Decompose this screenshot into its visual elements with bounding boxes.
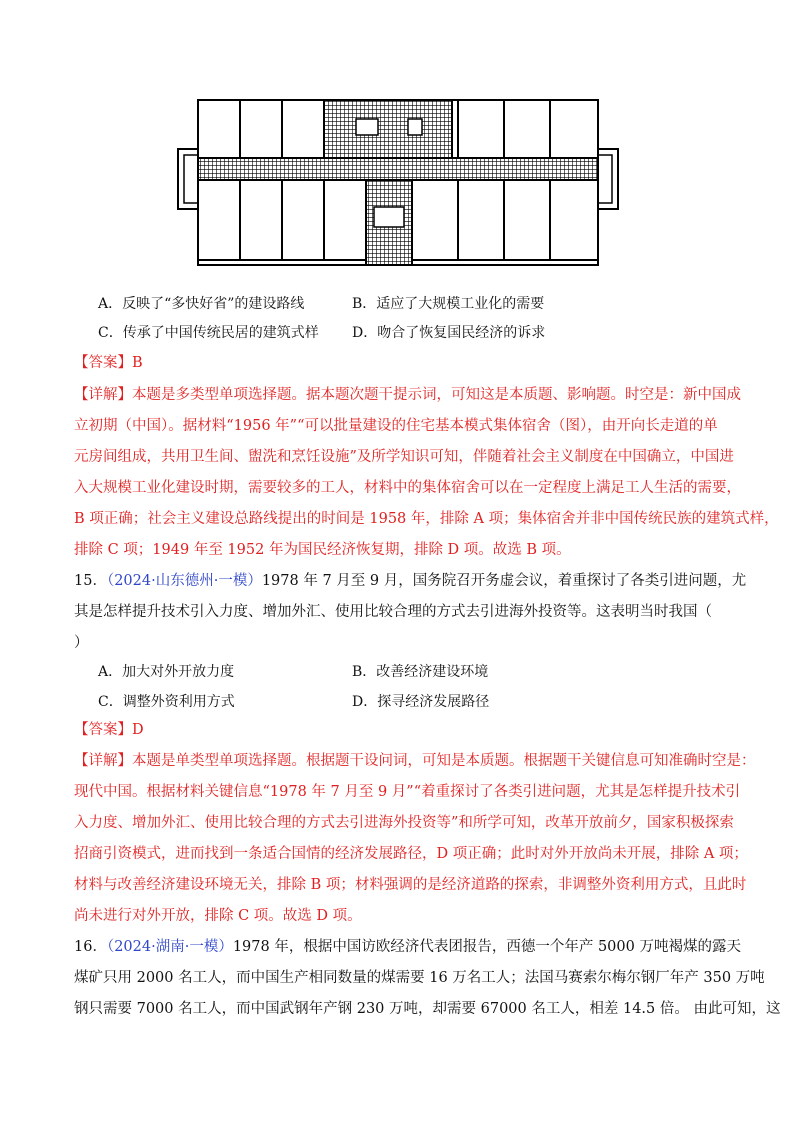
q15-detail-line-3: 入力度、增加外汇、使用比较合理的方式去引进海外投资等”和所学可知，改革开放前夕，国家积极探索 xyxy=(74,815,734,831)
q14-detail-line-5: B 项正确；社会主义建设总路线提出的时间是 1958 年，排除 A 项；集体宿舍并非中国传统民族的建筑式样， xyxy=(74,511,779,527)
q14-detail-line-4: 入大规模工业化建设时期，需要较多的工人，材料中的集体宿舍可以在一定程度上满足工人生活的需要， xyxy=(74,480,741,496)
q16-stem-line-2: 煤矿只用 2000 名工人，而中国生产相同数量的煤需要 16 万名工人；法国马赛索尔梅尔钢厂年产 350 万吨 xyxy=(74,970,765,986)
q15-stem-line-2: 其是怎样提升技术引入力度、增加外汇、使用比较合理的方式去引进海外投资等。这表明当时我国（ xyxy=(74,604,712,620)
question-source: （2024·湖南·一模） xyxy=(106,939,233,955)
answer-value: B xyxy=(132,355,143,371)
question-number: 16． xyxy=(74,939,107,955)
q14-detail-line-2: 立初期（中国）。据材料“1956 年”“可以批量建设的住宅基本模式集体宿舍（图），由开向长走道的单 xyxy=(74,418,718,434)
q14-option-d: D．吻合了恢复国民经济的诉求 xyxy=(352,325,546,341)
detail-label: 【详解】 xyxy=(74,753,132,769)
q15-detail-line-5: 材料与改善经济建设环境无关，排除 B 项；材料强调的是经济道路的探索，非调整外资利用方式，且此时 xyxy=(74,877,747,893)
q14-option-a: A．反映了“多快好省”的建设路线 xyxy=(98,296,305,312)
q15-answer xyxy=(74,720,144,740)
q15-stem-line-1 xyxy=(74,571,746,591)
q14-detail-line-3: 元房间组成，共用卫生间、盥洗和烹饪设施”及所学知识可知，伴随着社会主义制度在中国确立，中国进 xyxy=(74,449,734,465)
q14-detail-line-1 xyxy=(74,385,741,405)
stem-text: 1978 年，根据中国访欧经济代表团报告，西德一个年产 5000 万吨褐煤的露天 xyxy=(232,939,741,955)
q15-option-d: D．探寻经济发展路径 xyxy=(352,694,490,710)
q14-option-c: C．传承了中国传统民居的建筑式样 xyxy=(98,325,319,341)
answer-label: 【答案】 xyxy=(74,355,132,371)
detail-text: 本题是单类型单项选择题。根据题干设问词，可知是本质题。根据题干关键信息可知准确时空是： xyxy=(132,753,756,769)
stem-text: 1978 年 7 月至 9 月，国务院召开务虚会议，着重探讨了各类引进问题，尤 xyxy=(261,573,747,589)
question-source: （2024·山东德州·一模） xyxy=(106,573,262,589)
q15-option-b: B．改善经济建设环境 xyxy=(352,664,489,680)
q14-option-b: B．适应了大规模工业化的需要 xyxy=(352,296,545,312)
detail-text: 本题是多类型单项选择题。据本题次题干提示词，可知这是本质题、影响题。时空是：新中国成 xyxy=(132,387,741,403)
detail-label: 【详解】 xyxy=(74,387,132,403)
q14-answer xyxy=(74,353,143,373)
q16-stem-line-1 xyxy=(74,937,741,957)
dormitory-floor-plan xyxy=(176,97,620,267)
answer-label: 【答案】 xyxy=(74,722,132,738)
q15-detail-line-2: 现代中国。根据材料关键信息“1978 年 7 月至 9 月”“着重探讨了各类引进问题，尤其是怎样提升技术引 xyxy=(74,784,741,800)
q15-stem-line-3: ） xyxy=(74,635,89,651)
q15-detail-line-6: 尚未进行对外开放，排除 C 项。故选 D 项。 xyxy=(74,908,362,924)
q15-detail-line-4: 招商引资模式，进而找到一条适合国情的经济发展路径，D 项正确；此时对外开放尚未开展，排除 A 项； xyxy=(74,846,748,862)
question-number: 15． xyxy=(74,573,107,589)
q16-stem-line-3: 钢只需要 7000 名工人，而中国武钢年产钢 230 万吨，却需要 67000 名工人，相差 14.5 倍。 由此可知，这 xyxy=(74,1001,781,1017)
q15-option-c: C．调整外资利用方式 xyxy=(98,694,235,710)
q15-option-a: A．加大对外开放力度 xyxy=(98,664,235,680)
q14-detail-line-6: 排除 C 项；1949 年至 1952 年为国民经济恢复期，排除 D 项。故选 B 项。 xyxy=(74,542,571,558)
q15-detail-line-1 xyxy=(74,751,756,771)
answer-value: D xyxy=(132,722,144,738)
